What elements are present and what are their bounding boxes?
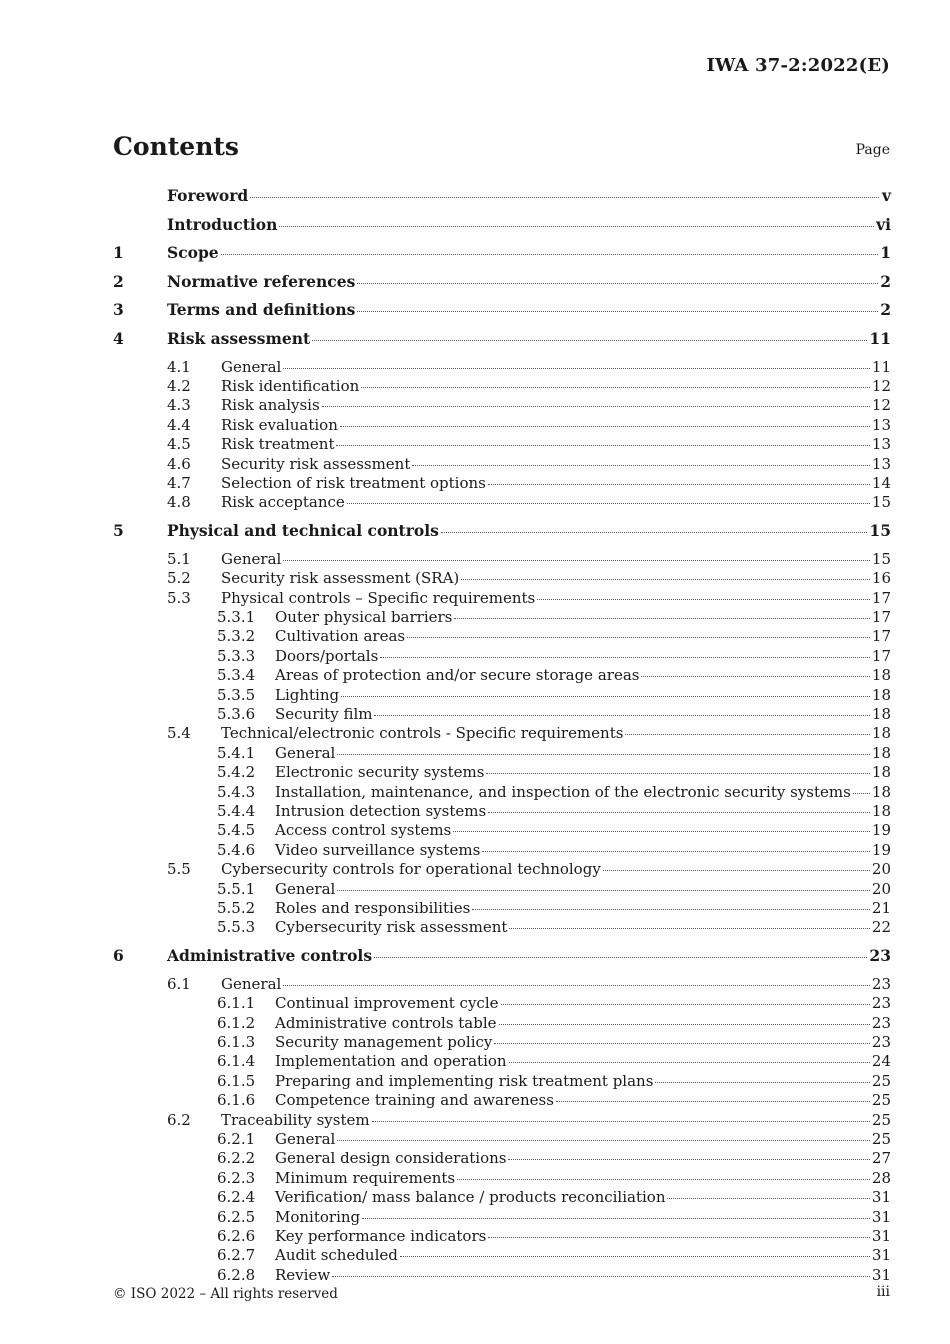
toc-dot-leader <box>603 870 870 871</box>
toc-entry-title: Competence training and awareness <box>275 1091 554 1110</box>
toc-entry[interactable] <box>113 550 891 569</box>
toc-entry-title: Verification/ mass balance / products reconciliation <box>275 1188 666 1207</box>
toc-entry-title: Risk analysis <box>221 396 320 415</box>
toc-entry-page: 11 <box>871 357 891 376</box>
toc-entry-title: Preparing and implementing risk treatment plans <box>275 1071 654 1090</box>
toc-entry-number: 5.3.1 <box>217 608 256 627</box>
toc-entry-page: 17 <box>871 588 891 607</box>
toc-entry-number: 4.7 <box>167 473 191 492</box>
toc-dot-leader <box>412 465 870 466</box>
toc-entry-title: Continual improvement cycle <box>275 994 499 1013</box>
toc-entry-page: 14 <box>871 473 891 492</box>
toc-dot-leader <box>337 1140 870 1141</box>
toc-entry[interactable] <box>113 1169 891 1188</box>
toc-dot-leader <box>488 484 870 485</box>
toc-entry-title: Foreword <box>167 186 249 205</box>
toc-dot-leader <box>461 579 870 580</box>
toc-dot-leader <box>482 851 870 852</box>
toc-entry-title: Administrative controls table <box>275 1013 497 1032</box>
toc-entry[interactable] <box>113 783 891 802</box>
toc-dot-leader <box>407 637 870 638</box>
toc-entry-page: 17 <box>871 627 891 646</box>
toc-entry-number: 4.6 <box>167 454 191 473</box>
toc-entry-page: 12 <box>871 376 891 395</box>
toc-entry-title: Introduction <box>167 214 278 234</box>
toc-dot-leader <box>457 1179 870 1180</box>
toc-dot-leader <box>488 812 870 813</box>
toc-entry-number: 5.3.4 <box>217 666 256 685</box>
toc-entry-number: 2 <box>113 271 124 291</box>
toc-entry-number: 5.5.3 <box>217 918 256 937</box>
toc-entry-number: 6.2.7 <box>217 1246 256 1265</box>
toc-entry[interactable] <box>113 1188 891 1207</box>
toc-entry-title: Outer physical barriers <box>275 608 453 627</box>
toc-entry-page: 18 <box>871 782 891 801</box>
toc-entry[interactable] <box>113 1091 891 1110</box>
toc-entry-page: 31 <box>871 1246 891 1265</box>
toc-entry[interactable] <box>113 329 891 358</box>
toc-entry-title: Cultivation areas <box>275 627 406 646</box>
toc-entry-title: Terms and definitions <box>167 300 356 320</box>
toc-entry-page: 19 <box>871 840 891 859</box>
document-id: IWA 37-2:2022(E) <box>706 55 890 76</box>
toc-entry-page: 17 <box>871 608 891 627</box>
toc-dot-leader <box>380 657 870 658</box>
toc-entry-number: 6.2.4 <box>217 1188 256 1207</box>
toc-entry-title: General <box>275 743 336 762</box>
toc-entry[interactable] <box>113 1014 891 1033</box>
toc-dot-leader <box>337 754 870 755</box>
toc-entry-number: 5.4.1 <box>217 743 256 762</box>
toc-entry-title: Roles and responsibilities <box>275 898 471 917</box>
toc-entry[interactable] <box>113 899 891 918</box>
toc-entry-number: 5.2 <box>167 569 191 588</box>
toc-entry-title: General design considerations <box>275 1149 507 1168</box>
toc-dot-leader <box>486 773 869 774</box>
toc-entry-number: 6.2.8 <box>217 1265 256 1284</box>
toc-entry-title: Physical and technical controls <box>167 521 439 541</box>
toc-entry-number: 5.3.6 <box>217 705 256 723</box>
toc-entry-number: 5.4.6 <box>217 840 256 859</box>
toc-dot-leader <box>853 793 870 794</box>
toc-entry[interactable] <box>113 569 891 588</box>
toc-entry-number: 5.5.2 <box>217 898 256 917</box>
toc-dot-leader <box>312 340 867 341</box>
toc-dot-leader <box>283 368 870 369</box>
toc-dot-leader <box>283 985 870 986</box>
toc-dot-leader <box>453 831 870 832</box>
toc-dot-leader <box>337 890 870 891</box>
toc-entry-number: 6.2.2 <box>217 1149 256 1168</box>
toc-entry-title: Lighting <box>275 685 340 704</box>
toc-entry-number: 6.1.4 <box>217 1052 256 1071</box>
toc-entry-number: 4.3 <box>167 396 191 415</box>
toc-entry-title: Scope <box>167 243 219 263</box>
toc-entry-number: 4 <box>113 328 124 348</box>
toc-entry[interactable] <box>113 1266 891 1285</box>
toc-entry-page: 23 <box>871 994 891 1013</box>
toc-entry-number: 5.4.2 <box>217 763 256 782</box>
toc-dot-leader <box>347 503 870 504</box>
toc-entry-title: Normative references <box>167 271 356 291</box>
toc-entry[interactable] <box>113 396 891 415</box>
toc-entry-title: Traceability system <box>221 1110 370 1129</box>
toc-entry[interactable] <box>113 627 891 646</box>
toc-entry-page: 31 <box>871 1207 891 1226</box>
toc-entry-page: 15 <box>869 521 891 541</box>
toc-entry[interactable] <box>113 243 891 272</box>
toc-entry-page: 16 <box>871 569 891 588</box>
toc-entry-title: General <box>275 1130 336 1148</box>
toc-entry[interactable] <box>113 1130 891 1149</box>
toc-dot-leader <box>322 406 870 407</box>
toc-entry-number: 5.1 <box>167 549 191 568</box>
toc-entry-number: 5.3 <box>167 588 191 607</box>
toc-entry-title: Review <box>275 1265 331 1284</box>
toc-entry-page: 18 <box>871 801 891 820</box>
toc-entry-title: Audit scheduled <box>275 1246 398 1265</box>
toc-entry-title: Security film <box>275 705 373 723</box>
toc-entry-page: 23 <box>871 1033 891 1052</box>
toc-entry-page: 22 <box>871 918 891 937</box>
toc-entry-page: 11 <box>869 328 891 348</box>
toc-entry-number: 5.4.5 <box>217 821 256 840</box>
toc-dot-leader <box>488 1237 870 1238</box>
toc-entry-number: 6.1.6 <box>217 1091 256 1110</box>
toc-entry-number: 5.5.1 <box>217 879 256 898</box>
toc-entry[interactable] <box>113 1246 891 1265</box>
toc-entry-number: 5 <box>113 521 124 541</box>
toc-entry-title: Installation, maintenance, and inspection of the electronic security systems <box>275 782 851 801</box>
toc-entry-page: 18 <box>871 724 891 743</box>
toc-dot-leader <box>357 283 878 284</box>
toc-dot-leader <box>283 560 870 561</box>
toc-entry[interactable] <box>113 589 891 608</box>
toc-entry-title: Monitoring <box>275 1207 361 1226</box>
toc-entry-page: 18 <box>871 743 891 762</box>
toc-entry-title: Implementation and operation <box>275 1052 507 1071</box>
toc-entry-number: 5.4 <box>167 724 191 743</box>
toc-dot-leader <box>221 254 879 255</box>
toc-entry[interactable] <box>113 474 891 493</box>
toc-entry-number: 6.2.5 <box>217 1207 256 1226</box>
toc-entry-number: 5.3.3 <box>217 646 256 665</box>
toc-entry-number: 6.2.1 <box>217 1130 256 1148</box>
toc-entry-number: 4.8 <box>167 493 191 512</box>
toc-dot-leader <box>279 226 874 227</box>
toc-entry-number: 5.3.5 <box>217 685 256 704</box>
toc-entry[interactable] <box>113 1052 891 1071</box>
toc-dot-leader <box>441 532 868 533</box>
toc-entry-page: 24 <box>871 1052 891 1071</box>
toc-dot-leader <box>501 1004 870 1005</box>
toc-entry-page: 23 <box>869 946 891 966</box>
toc-entry[interactable] <box>113 975 891 994</box>
toc-entry-title: Security risk assessment (SRA) <box>221 569 460 588</box>
toc-entry-page: 23 <box>871 1013 891 1032</box>
toc-entry[interactable] <box>113 521 891 550</box>
toc-entry-page: 28 <box>871 1168 891 1187</box>
toc-entry-number: 5.4.4 <box>217 801 256 820</box>
toc-entry[interactable] <box>113 724 891 743</box>
toc-dot-leader <box>625 734 869 735</box>
toc-dot-leader <box>336 445 869 446</box>
toc-entry-title: General <box>221 549 282 568</box>
toc-entry-page: v <box>881 186 891 205</box>
toc-entry-page: 19 <box>871 821 891 840</box>
toc-dot-leader <box>641 676 869 677</box>
toc-entry[interactable] <box>113 841 891 860</box>
toc-dot-leader <box>250 197 879 198</box>
toc-entry-title: Intrusion detection systems <box>275 801 487 820</box>
toc-entry-title: Key performance indicators <box>275 1226 487 1245</box>
toc-entry-number: 1 <box>113 243 124 263</box>
toc-dot-leader <box>667 1198 869 1199</box>
toc-entry-title: Risk treatment <box>221 435 335 454</box>
toc-entry-page: 2 <box>880 300 891 320</box>
toc-entry-title: Security management policy <box>275 1033 493 1052</box>
toc-entry-number: 4.4 <box>167 415 191 434</box>
toc-entry-page: 13 <box>871 435 891 454</box>
toc-entry-title: Physical controls – Specific requirements <box>221 588 536 607</box>
toc-entry-title: Security risk assessment <box>221 454 411 473</box>
toc-entry-page: 18 <box>871 666 891 685</box>
toc-entry-page: vi <box>876 214 891 234</box>
toc-entry[interactable] <box>113 215 891 244</box>
toc-dot-leader <box>357 311 878 312</box>
toc-entry-page: 31 <box>871 1188 891 1207</box>
toc-entry[interactable] <box>113 186 891 215</box>
toc-entry-title: General <box>221 974 282 993</box>
toc-entry[interactable] <box>113 686 891 705</box>
toc-entry-title: Doors/portals <box>275 646 379 665</box>
toc-entry[interactable] <box>113 1033 891 1052</box>
toc-entry-page: 20 <box>871 860 891 879</box>
toc-entry-page: 13 <box>871 415 891 434</box>
toc-entry[interactable] <box>113 608 891 627</box>
toc-entry-page: 1 <box>880 243 891 263</box>
toc-dot-leader <box>537 599 870 600</box>
footer-page-number: iii <box>876 1284 890 1300</box>
toc-dot-leader <box>374 715 869 716</box>
toc-entry-number: 6.1.3 <box>217 1033 256 1052</box>
toc-entry[interactable] <box>113 416 891 435</box>
toc-entry-page: 25 <box>871 1130 891 1148</box>
toc-entry[interactable] <box>113 946 891 975</box>
toc-entry[interactable] <box>113 435 891 454</box>
toc-dot-leader <box>454 618 870 619</box>
toc-entry-page: 31 <box>871 1265 891 1284</box>
toc-dot-leader <box>508 1159 869 1160</box>
toc-entry-number: 6.2 <box>167 1110 191 1129</box>
toc-entry-title: Risk assessment <box>167 328 311 348</box>
toc-entry[interactable] <box>113 455 891 474</box>
toc-entry-title: Cybersecurity risk assessment <box>275 918 508 937</box>
toc-entry-number: 5.4.3 <box>217 782 256 801</box>
toc-entry-page: 18 <box>871 705 891 723</box>
toc-entry-page: 23 <box>871 974 891 993</box>
toc-entry[interactable] <box>113 272 891 301</box>
toc-dot-leader <box>372 1121 870 1122</box>
toc-dot-leader <box>361 387 870 388</box>
toc-entry-page: 15 <box>871 549 891 568</box>
toc-entry-title: Selection of risk treatment options <box>221 473 486 492</box>
toc-entry-title: Risk evaluation <box>221 415 338 434</box>
toc-entry[interactable] <box>113 821 891 840</box>
toc-entry-page: 18 <box>871 763 891 782</box>
toc-entry[interactable] <box>113 763 891 782</box>
toc-dot-leader <box>374 957 867 958</box>
toc-entry-number: 4.5 <box>167 435 191 454</box>
toc-entry[interactable] <box>113 1072 891 1091</box>
toc-entry-page: 20 <box>871 879 891 898</box>
toc-entry-title: Administrative controls <box>167 946 373 966</box>
toc-entry[interactable] <box>113 1149 891 1168</box>
toc-dot-leader <box>499 1024 870 1025</box>
toc-entry-number: 3 <box>113 300 124 320</box>
footer-copyright: © ISO 2022 – All rights reserved <box>113 1286 338 1302</box>
toc-entry[interactable] <box>113 647 891 666</box>
toc-entry[interactable] <box>113 1208 891 1227</box>
toc-entry[interactable] <box>113 300 891 329</box>
toc-entry-page: 25 <box>871 1071 891 1090</box>
toc-entry-title: General <box>221 357 282 376</box>
toc-entry-number: 6.2.6 <box>217 1226 256 1245</box>
toc-entry[interactable] <box>113 493 891 512</box>
toc-entry-number: 6.1.5 <box>217 1071 256 1090</box>
toc-entry-title: Access control systems <box>275 821 452 840</box>
table-of-contents <box>113 186 891 1285</box>
toc-entry-number: 5.5 <box>167 860 191 879</box>
toc-dot-leader <box>509 928 870 929</box>
toc-dot-leader <box>340 426 870 427</box>
toc-entry-title: Cybersecurity controls for operational technology <box>221 860 601 879</box>
toc-entry-number: 5.3.2 <box>217 627 256 646</box>
page-title: Contents <box>113 132 240 161</box>
toc-entry[interactable] <box>113 1111 891 1130</box>
toc-entry-page: 17 <box>871 646 891 665</box>
toc-entry-page: 25 <box>871 1110 891 1129</box>
toc-entry[interactable] <box>113 377 891 396</box>
toc-entry-number: 6.1.2 <box>217 1013 256 1032</box>
toc-dot-leader <box>332 1276 870 1277</box>
toc-entry-page: 21 <box>871 898 891 917</box>
toc-dot-leader <box>362 1218 870 1219</box>
toc-entry[interactable] <box>113 1227 891 1246</box>
toc-entry-title: Electronic security systems <box>275 763 485 782</box>
toc-entry-number: 6.1.1 <box>217 994 256 1013</box>
toc-entry-title: Minimum requirements <box>275 1168 456 1187</box>
toc-entry-page: 2 <box>880 271 891 291</box>
toc-entry-title: Risk identification <box>221 376 360 395</box>
toc-entry-page: 12 <box>871 396 891 415</box>
toc-entry-title: Technical/electronic controls - Specific requirements <box>221 724 624 743</box>
toc-entry-title: Risk acceptance <box>221 493 345 512</box>
toc-entry-page: 31 <box>871 1226 891 1245</box>
toc-entry-title: Areas of protection and/or secure storage areas <box>275 666 640 685</box>
toc-entry-number: 4.1 <box>167 357 191 376</box>
toc-entry[interactable] <box>113 880 891 899</box>
toc-entry-number: 6 <box>113 946 124 966</box>
toc-dot-leader <box>400 1256 870 1257</box>
toc-entry[interactable] <box>113 358 891 377</box>
toc-entry-page: 13 <box>871 454 891 473</box>
toc-dot-leader <box>341 696 870 697</box>
toc-entry-number: 6.2.3 <box>217 1168 256 1187</box>
toc-entry[interactable] <box>113 860 891 879</box>
toc-dot-leader <box>472 909 870 910</box>
toc-dot-leader <box>556 1101 870 1102</box>
toc-dot-leader <box>509 1062 870 1063</box>
toc-dot-leader <box>494 1043 870 1044</box>
toc-dot-leader <box>655 1082 870 1083</box>
toc-entry[interactable] <box>113 744 891 763</box>
toc-entry[interactable] <box>113 994 891 1013</box>
toc-entry[interactable] <box>113 802 891 821</box>
toc-entry-page: 15 <box>871 493 891 512</box>
toc-entry-page: 27 <box>871 1149 891 1168</box>
toc-entry[interactable] <box>113 705 891 724</box>
toc-entry-title: General <box>275 879 336 898</box>
toc-entry-page: 25 <box>871 1091 891 1110</box>
toc-entry-number: 6.1 <box>167 974 191 993</box>
page-column-label: Page <box>855 142 890 158</box>
toc-entry[interactable] <box>113 918 891 937</box>
toc-entry[interactable] <box>113 666 891 685</box>
toc-entry-number: 4.2 <box>167 376 191 395</box>
toc-entry-title: Video surveillance systems <box>275 840 481 859</box>
toc-entry-page: 18 <box>871 685 891 704</box>
